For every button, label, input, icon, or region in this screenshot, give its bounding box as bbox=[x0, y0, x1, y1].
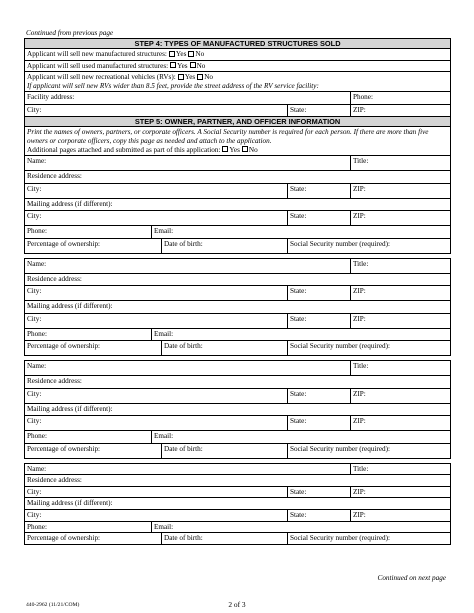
ownership-label: Percentage of ownership: bbox=[27, 534, 101, 543]
email-label: Email: bbox=[154, 432, 174, 441]
application-form bbox=[24, 38, 450, 545]
ssn-label: Social Security number (required): bbox=[290, 239, 390, 248]
city-label: City: bbox=[27, 487, 42, 496]
mailing-label: Mailing address (if different): bbox=[27, 404, 113, 413]
person1-state-field[interactable] bbox=[288, 183, 351, 198]
zip-label: ZIP: bbox=[353, 417, 366, 426]
person2-state-field[interactable] bbox=[288, 286, 351, 301]
rv-no-checkbox[interactable] bbox=[197, 74, 203, 80]
state-label: State: bbox=[290, 487, 307, 496]
step5-instructions-row bbox=[25, 127, 451, 156]
state-label: State: bbox=[290, 184, 307, 193]
page-number: 2 of 3 bbox=[228, 600, 246, 609]
person2-mailing-city-field[interactable] bbox=[25, 313, 288, 328]
additional-pages-label: Additional pages attached and submitted as part of this application: bbox=[27, 145, 221, 154]
state-label: State: bbox=[290, 389, 307, 398]
state-label: State: bbox=[290, 287, 307, 296]
step4-new-question bbox=[25, 49, 451, 61]
email-label: Email: bbox=[154, 227, 174, 236]
facility-state-field[interactable] bbox=[288, 104, 351, 117]
person3-name-row bbox=[25, 361, 451, 376]
person2-name-field[interactable] bbox=[25, 258, 351, 273]
step4-title: STEP 4: TYPES OF MANUFACTURED STRUCTURES SOLD bbox=[25, 39, 451, 49]
facility-city-field[interactable] bbox=[25, 104, 288, 117]
facility-city-label: City: bbox=[27, 105, 42, 114]
person1-zip-field[interactable] bbox=[351, 183, 451, 198]
person2-phone-row bbox=[25, 328, 451, 341]
ownership-label: Percentage of ownership: bbox=[27, 444, 101, 453]
person3-mailing-city-row bbox=[25, 416, 451, 431]
mailing-label: Mailing address (if different): bbox=[27, 302, 113, 311]
facility-address-field[interactable] bbox=[25, 92, 351, 105]
person3-city-row bbox=[25, 388, 451, 403]
person4-residence-row bbox=[25, 475, 451, 487]
person4-mailing-city-row bbox=[25, 510, 451, 522]
additional-no-checkbox[interactable] bbox=[242, 146, 248, 152]
used-no-checkbox[interactable] bbox=[190, 62, 196, 68]
person3-phone-field[interactable] bbox=[25, 431, 152, 444]
step4-used-question bbox=[25, 60, 451, 72]
person2-mailing-state-field[interactable] bbox=[288, 313, 351, 328]
facility-zip-label: ZIP: bbox=[353, 105, 366, 114]
person4-ssn-field[interactable] bbox=[288, 533, 451, 545]
used-yes-label: Yes bbox=[177, 61, 188, 70]
person1-mailing-field[interactable] bbox=[25, 198, 451, 211]
person4-mailing-city-field[interactable] bbox=[25, 510, 288, 522]
person3-phone-row bbox=[25, 431, 451, 444]
person4-ownership-row bbox=[25, 533, 451, 545]
zip-label: ZIP: bbox=[353, 314, 366, 323]
person1-name-field[interactable] bbox=[25, 156, 351, 171]
person2-phone-field[interactable] bbox=[25, 328, 152, 341]
person4-dob-field[interactable] bbox=[162, 533, 288, 545]
person1-city-row bbox=[25, 183, 451, 198]
used-yes-checkbox[interactable] bbox=[170, 62, 176, 68]
step4-rv-question bbox=[25, 72, 451, 92]
facility-phone-field[interactable] bbox=[351, 92, 451, 105]
dob-label: Date of birth: bbox=[164, 342, 203, 351]
ownership-label: Percentage of ownership: bbox=[27, 239, 101, 248]
person1-mailing-state-field[interactable] bbox=[288, 211, 351, 226]
name-label: Name: bbox=[27, 259, 47, 268]
facility-phone-label: Phone: bbox=[353, 93, 373, 102]
person3-mailing-city-field[interactable] bbox=[25, 416, 288, 431]
person4-mailing-state-field[interactable] bbox=[288, 510, 351, 522]
city-label: City: bbox=[27, 314, 42, 323]
person1-residence-field[interactable] bbox=[25, 171, 451, 184]
step5-header-row bbox=[25, 117, 451, 127]
person2-dob-field[interactable] bbox=[162, 341, 288, 356]
zip-label: ZIP: bbox=[353, 212, 366, 221]
rv-no-label: No bbox=[204, 73, 213, 82]
person1-name-row bbox=[25, 156, 451, 171]
title-label: Title: bbox=[353, 464, 369, 473]
person2-ownership-row bbox=[25, 341, 451, 356]
state-label: State: bbox=[290, 212, 307, 221]
person4-phone-row bbox=[25, 521, 451, 533]
new-yes-checkbox[interactable] bbox=[169, 51, 175, 57]
facility-state-label: State: bbox=[290, 105, 307, 114]
zip-label: ZIP: bbox=[353, 511, 366, 520]
person1-ownership-row bbox=[25, 238, 451, 253]
person2-email-field[interactable] bbox=[152, 328, 451, 341]
person2-mailing-city-row bbox=[25, 313, 451, 328]
additional-yes-checkbox[interactable] bbox=[222, 146, 228, 152]
phone-label: Phone: bbox=[27, 227, 47, 236]
person2-residence-row bbox=[25, 273, 451, 286]
person3-ownership-field[interactable] bbox=[25, 443, 162, 458]
person2-mailing-zip-field[interactable] bbox=[351, 313, 451, 328]
person2-mailing-row bbox=[25, 301, 451, 314]
person1-email-field[interactable] bbox=[152, 226, 451, 239]
person3-city-field[interactable] bbox=[25, 388, 288, 403]
person3-zip-field[interactable] bbox=[351, 388, 451, 403]
ssn-label: Social Security number (required): bbox=[290, 534, 390, 543]
person4-residence-field[interactable] bbox=[25, 475, 451, 487]
zip-label: ZIP: bbox=[353, 389, 366, 398]
person1-city-field[interactable] bbox=[25, 183, 288, 198]
person4-phone-field[interactable] bbox=[25, 521, 152, 533]
facility-address-row bbox=[25, 92, 451, 105]
person2-city-field[interactable] bbox=[25, 286, 288, 301]
person3-mailing-field[interactable] bbox=[25, 403, 451, 416]
name-label: Name: bbox=[27, 157, 47, 166]
facility-city-row bbox=[25, 104, 451, 117]
ssn-label: Social Security number (required): bbox=[290, 342, 390, 351]
continued-on-next-page: Continued on next page bbox=[377, 574, 446, 582]
rv-yes-label: Yes bbox=[184, 73, 196, 82]
ssn-label: Social Security number (required): bbox=[290, 444, 390, 453]
rv-label: Applicant will sell new recreational vehicles (RVs): bbox=[27, 73, 176, 82]
person2-name-row bbox=[25, 258, 451, 273]
dob-label: Date of birth: bbox=[164, 534, 203, 543]
zip-label: ZIP: bbox=[353, 487, 366, 496]
title-label: Title: bbox=[353, 259, 369, 268]
person4-zip-field[interactable] bbox=[351, 486, 451, 498]
person4-mailing-zip-field[interactable] bbox=[351, 510, 451, 522]
person1-phone-row bbox=[25, 226, 451, 239]
phone-label: Phone: bbox=[27, 432, 47, 441]
step5-title: STEP 5: OWNER, PARTNER, AND OFFICER INFORMATION bbox=[25, 117, 451, 127]
title-label: Title: bbox=[353, 362, 369, 371]
person2-city-row bbox=[25, 286, 451, 301]
state-label: State: bbox=[290, 417, 307, 426]
person1-mailing-zip-field[interactable] bbox=[351, 211, 451, 226]
facility-address-label: Facility address: bbox=[27, 93, 75, 102]
person3-title-field[interactable] bbox=[351, 361, 451, 376]
ownership-label: Percentage of ownership: bbox=[27, 342, 101, 351]
phone-label: Phone: bbox=[27, 329, 47, 338]
city-label: City: bbox=[27, 287, 42, 296]
residence-label: Residence address: bbox=[27, 172, 82, 181]
person1-title-field[interactable] bbox=[351, 156, 451, 171]
person2-mailing-field[interactable] bbox=[25, 301, 451, 314]
rv-yes-checkbox[interactable] bbox=[178, 74, 184, 80]
person3-dob-field[interactable] bbox=[162, 443, 288, 458]
person3-ownership-row bbox=[25, 443, 451, 458]
person3-name-field[interactable] bbox=[25, 361, 351, 376]
person2-ssn-field[interactable] bbox=[288, 341, 451, 356]
person2-title-field[interactable] bbox=[351, 258, 451, 273]
person4-city-field[interactable] bbox=[25, 486, 288, 498]
person1-ownership-field[interactable] bbox=[25, 238, 162, 253]
used-structures-label: Applicant will sell used manufactured structures: bbox=[27, 61, 169, 70]
new-no-checkbox[interactable] bbox=[188, 51, 194, 57]
city-label: City: bbox=[27, 511, 42, 520]
step4-header-row bbox=[25, 39, 451, 49]
email-label: Email: bbox=[154, 329, 174, 338]
rv-service-note: If applicant will sell new RVs wider than 8.5 feet, provide the street address of the RV service facility: bbox=[27, 81, 319, 90]
name-label: Name: bbox=[27, 464, 47, 473]
city-label: City: bbox=[27, 212, 42, 221]
person4-title-field[interactable] bbox=[351, 463, 451, 475]
person4-city-row bbox=[25, 486, 451, 498]
person3-residence-row bbox=[25, 376, 451, 389]
person1-mailing-row bbox=[25, 198, 451, 211]
new-structures-label: Applicant will sell new manufactured structures: bbox=[27, 50, 167, 58]
person4-name-field[interactable] bbox=[25, 463, 351, 475]
person3-mailing-zip-field[interactable] bbox=[351, 416, 451, 431]
state-label: State: bbox=[290, 511, 307, 520]
mailing-label: Mailing address (if different): bbox=[27, 499, 113, 508]
person2-zip-field[interactable] bbox=[351, 286, 451, 301]
person3-mailing-state-field[interactable] bbox=[288, 416, 351, 431]
name-label: Name: bbox=[27, 362, 47, 371]
email-label: Email: bbox=[154, 522, 174, 531]
person1-mailing-city-row bbox=[25, 211, 451, 226]
dob-label: Date of birth: bbox=[164, 239, 203, 248]
person4-email-field[interactable] bbox=[152, 521, 451, 533]
person4-name-row bbox=[25, 463, 451, 475]
person4-ownership-field[interactable] bbox=[25, 533, 162, 545]
person4-mailing-field[interactable] bbox=[25, 498, 451, 510]
person3-mailing-row bbox=[25, 403, 451, 416]
phone-label: Phone: bbox=[27, 522, 47, 531]
person2-residence-field[interactable] bbox=[25, 273, 451, 286]
instructions-text: Print the names of owners, partners, or corporate officers. A Social Security number is required for each person. If there are more than five owners or corporate officers, copy this page as needed and attach to the application. bbox=[27, 128, 429, 145]
form-table bbox=[24, 38, 451, 545]
residence-label: Residence address: bbox=[27, 377, 82, 386]
residence-label: Residence address: bbox=[27, 274, 82, 283]
state-label: State: bbox=[290, 314, 307, 323]
step4-used-row bbox=[25, 60, 451, 72]
person3-email-field[interactable] bbox=[152, 431, 451, 444]
dob-label: Date of birth: bbox=[164, 444, 203, 453]
city-label: City: bbox=[27, 389, 42, 398]
city-label: City: bbox=[27, 417, 42, 426]
person1-ssn-field[interactable] bbox=[288, 238, 451, 253]
person1-phone-field[interactable] bbox=[25, 226, 152, 239]
zip-label: ZIP: bbox=[353, 184, 366, 193]
new-no-label: No bbox=[195, 50, 205, 58]
mailing-label: Mailing address (if different): bbox=[27, 199, 113, 208]
step5-instructions bbox=[25, 127, 451, 156]
residence-label: Residence address: bbox=[27, 476, 82, 485]
additional-yes-label: Yes bbox=[229, 145, 240, 154]
step4-rv-row bbox=[25, 72, 451, 92]
facility-zip-field[interactable] bbox=[351, 104, 451, 117]
person4-state-field[interactable] bbox=[288, 486, 351, 498]
step4-new-row bbox=[25, 49, 451, 61]
form-code: 440-2962 (11/21/COM) bbox=[26, 602, 80, 608]
zip-label: ZIP: bbox=[353, 287, 366, 296]
person3-ssn-field[interactable] bbox=[288, 443, 451, 458]
additional-no-label: No bbox=[248, 145, 258, 154]
person1-dob-field[interactable] bbox=[162, 238, 288, 253]
city-label: City: bbox=[27, 184, 42, 193]
person4-mailing-row bbox=[25, 498, 451, 510]
new-yes-label: Yes bbox=[175, 50, 187, 58]
used-no-label: No bbox=[196, 61, 206, 70]
title-label: Title: bbox=[353, 157, 369, 166]
continued-from-previous-page: Continued from previous page bbox=[26, 29, 114, 37]
person3-residence-field[interactable] bbox=[25, 376, 451, 389]
person3-state-field[interactable] bbox=[288, 388, 351, 403]
person1-mailing-city-field[interactable] bbox=[25, 211, 288, 226]
person1-residence-row bbox=[25, 171, 451, 184]
person2-ownership-field[interactable] bbox=[25, 341, 162, 356]
